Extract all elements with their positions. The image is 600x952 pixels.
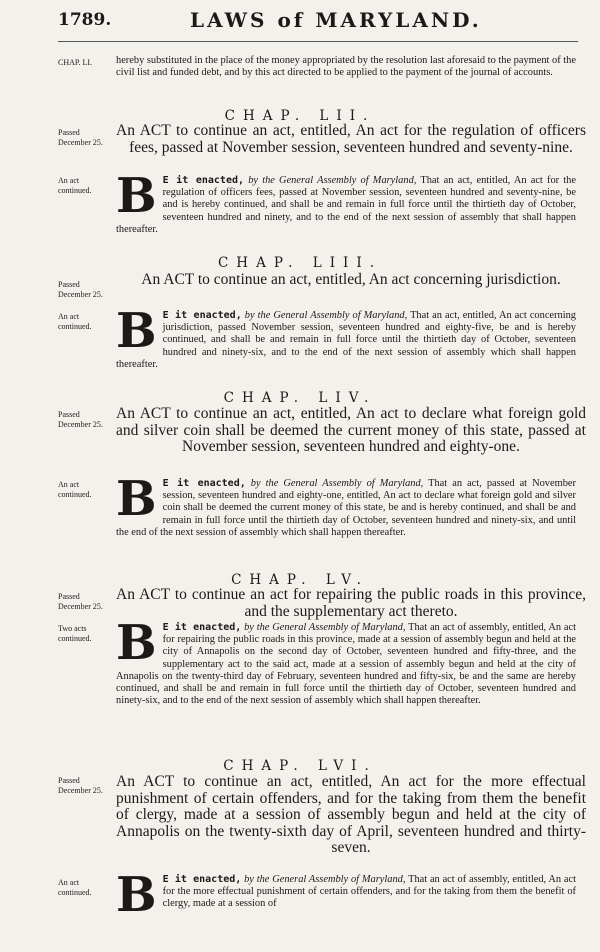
- enactment-paragraph: [116, 471, 576, 539]
- enactment-paragraph: [116, 867, 576, 923]
- chapter-heading: CHAP. LIII.: [217, 255, 383, 271]
- act-title: An ACT to continue an act, entitled, An act to declare what foreign gold and silver coin shall be deemed the current money of this state, passed at November session, seventeen hundred and eighty-one.: [116, 405, 586, 455]
- chapter-heading: CHAP. LIV.: [223, 390, 377, 406]
- act-title: An ACT to continue an act for repairing the public roads in this province, and the supplementary act thereto.: [116, 586, 586, 620]
- drop-cap: B: [116, 303, 157, 359]
- margin-continued-note: An act continued.: [58, 878, 92, 897]
- page-header: [0, 6, 600, 36]
- drop-cap: B: [116, 615, 157, 671]
- enactment-body: That an act of assembly, entitled, An act for the more effectual punishment of certain offenders, and for the taking from them the benefit of clergy, made at a session of: [162, 874, 576, 910]
- margin-passed-note: Passed December 25.: [58, 410, 103, 429]
- enacting-phrase: E it enacted,: [162, 478, 246, 489]
- enacting-phrase: E it enacted,: [162, 874, 242, 885]
- enacting-phrase: E it enacted,: [162, 175, 245, 186]
- margin-continued-note: An act continued.: [58, 480, 92, 499]
- authority-phrase: by the General Assembly of Maryland,: [244, 622, 406, 633]
- enactment-paragraph: [116, 168, 576, 236]
- margin-continued-note: An act continued.: [58, 312, 92, 331]
- header-rule: [58, 41, 578, 42]
- margin-passed-note: Passed December 25.: [58, 592, 103, 611]
- enacting-phrase: E it enacted,: [162, 622, 242, 633]
- enacting-phrase: E it enacted,: [162, 310, 242, 321]
- drop-cap: B: [116, 168, 157, 224]
- margin-passed-note: Passed December 25.: [58, 128, 103, 147]
- margin-chap-label: CHAP. LI.: [58, 58, 93, 67]
- enactment-body: That an act, entitled, An act for the regulation of officers fees, passed at November session, seventeen hundred and seventy-nine, be and is hereby continued, and shall be and remain in full force until the thirtieth day of October, seventeen hundred and ninety, and to the end of the next session of assembly that shall happen thereafter.: [116, 175, 576, 235]
- enactment-body: That an act, entitled, An act concerning jurisdiction, passed November session, seventeen hundred and eighty-five, be and is hereby continued, and shall be and remain in full force until the thirtieth day of October, seventeen hundred and ninety-six, and to the end of the next session of assembly which shall happen thereafter.: [116, 310, 576, 370]
- enactment-body: That an act, passed at November session, seventeen hundred and eighty-one, entitled, An act to declare what foreign gold and silver coin shall be deemed the current money of this state, be and is hereby continued, and shall be and remain in full force until the thirtieth day of October, seventeen hundred and ninety-six, and until the end of the next session of assembly which shall happen thereafter.: [116, 478, 576, 538]
- chapter-heading: CHAP. LVI.: [223, 758, 377, 774]
- authority-phrase: by the General Assembly of Maryland,: [250, 478, 424, 489]
- drop-cap: B: [116, 867, 157, 923]
- drop-cap: B: [116, 471, 157, 527]
- chapter-heading: CHAP. LII.: [224, 108, 376, 124]
- enactment-paragraph: [116, 303, 576, 371]
- enactment-paragraph: [116, 615, 576, 707]
- running-title: LAWS of MARYLAND.: [190, 8, 482, 32]
- act-title: An ACT to continue an act, entitled, An act concerning jurisdiction.: [141, 271, 561, 288]
- act-title: An ACT to continue an act, entitled, An act for the regulation of officers fees, passed at November session, seventeen hundred and seventy-nine.: [116, 122, 586, 156]
- enactment-body: That an act of assembly, entitled, An act for repairing the public roads in this province, made at a session of assembly begun and held at the city of Annapolis on the second day of October, seventeen hundred and fifty-three, and the supplementary act to the said act, made at a session of assembly begun and held at the city of Annapolis on the twenty-third day of February, seventeen hundred and fifty-six, be and the same are hereby continued, and shall be and remain in full force until the thirtieth day of October, seventeen hundred and ninety-six, and to the end of the next session of assembly which shall happen thereafter.: [116, 622, 576, 707]
- authority-phrase: by the General Assembly of Maryland,: [244, 310, 408, 321]
- margin-continued-note: Two acts continued.: [58, 624, 92, 643]
- margin-passed-note: Passed December 25.: [58, 280, 103, 299]
- authority-phrase: by the General Assembly of Maryland,: [244, 874, 406, 885]
- chapter-heading: CHAP. LV.: [231, 572, 369, 588]
- margin-passed-note: Passed December 25.: [58, 776, 103, 795]
- page-year: 1789.: [58, 10, 112, 30]
- intro-paragraph: hereby substituted in the place of the money appropriated by the resolution last aforesaid to the payment of the civil list and funded debt, and by this act directed to be applied to the payment of the journal of accounts.: [116, 55, 576, 79]
- act-title: An ACT to continue an act, entitled, An act for the more effectual punishment of certain offenders, and for the taking from them the benefit of clergy, made at a session of assembly begun and held at the city of Annapolis on the twenty-sixth day of April, seventeen hundred and thirty-seven.: [116, 773, 586, 856]
- authority-phrase: by the General Assembly of Maryland,: [248, 175, 417, 186]
- margin-continued-note: An act continued.: [58, 176, 92, 195]
